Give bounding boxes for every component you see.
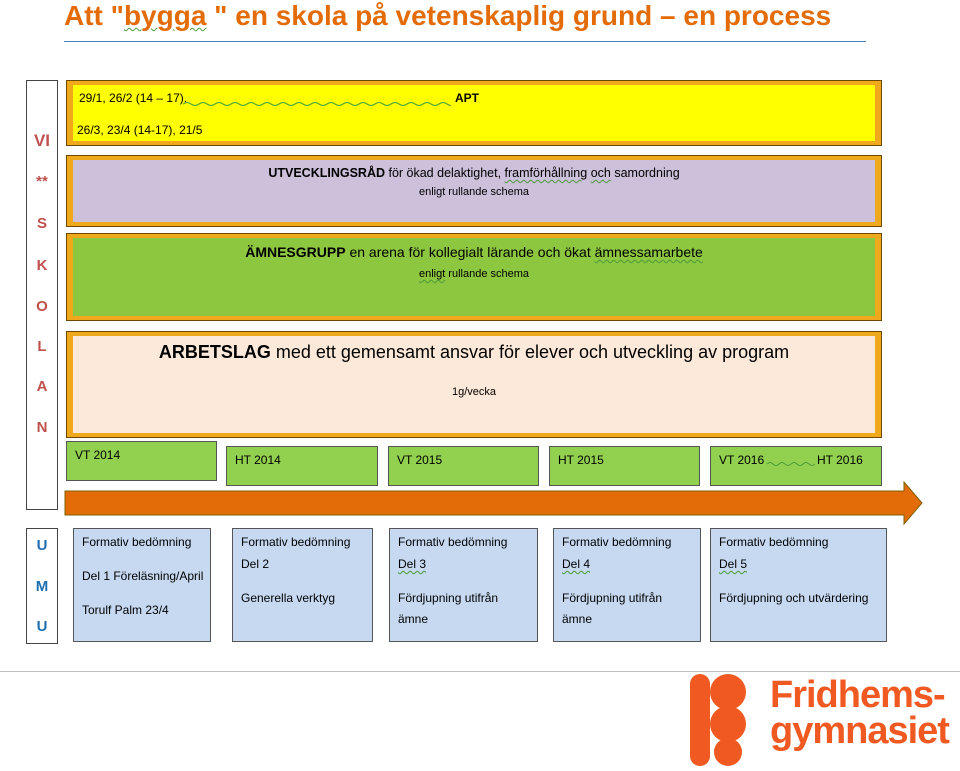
umu-letter: U [36, 618, 48, 635]
utvecklingsrad-band [66, 155, 882, 227]
umu-box-line4: ämne [562, 612, 593, 626]
logo-text-line1: Fridhems- [770, 674, 945, 716]
fridhems-logo-mark [688, 672, 758, 768]
skolan-column [26, 80, 58, 510]
skolan-letter: L [37, 338, 47, 355]
apt-dates-row2: 26/3, 23/4 (14-17), 21/5 [77, 123, 203, 137]
apt-dates-row1: 29/1, 26/2 (14 – 17), [79, 91, 188, 105]
term-box [549, 446, 700, 486]
umu-box-line2: Del 3 [398, 557, 427, 571]
umu-box-line1: Formativ bedömning [241, 535, 351, 549]
umu-column [26, 528, 58, 644]
title-prefix: Att " [64, 0, 124, 31]
term-label: VT 2014 [75, 448, 121, 462]
umu-box [73, 528, 211, 642]
umu-box-line1: Formativ bedömning [398, 535, 508, 549]
term-box [66, 441, 217, 481]
utvecklingsrad-subtitle: enligt rullande schema [418, 186, 530, 198]
amnesgrupp-title: ÄMNESGRUPP en arena för kollegialt lärande och ökat ämnessamarbete [245, 244, 703, 260]
arbetslag-title: ARBETSLAG med ett gemensamt ansvar för elever och utveckling av program [158, 342, 790, 362]
umu-box-line2: Del 1 Föreläsning/April [82, 569, 204, 583]
umu-box [710, 528, 887, 642]
timeline-arrow [64, 481, 926, 527]
skolan-letter: ** [36, 173, 48, 190]
term-box [710, 446, 882, 486]
apt-band [66, 80, 882, 146]
term-label-2: HT 2016 [817, 453, 863, 467]
term-box [226, 446, 378, 486]
term-label: VT 2016 [719, 453, 765, 467]
term-leader-line [767, 462, 815, 466]
apt-label: APT [455, 91, 479, 105]
title-suffix: " en skola på vetenskaplig grund – en process [206, 0, 832, 31]
umu-box-line1: Formativ bedömning [82, 535, 192, 549]
umu-box-line1: Formativ bedömning [719, 535, 829, 549]
term-label: VT 2015 [397, 453, 443, 467]
term-box [388, 446, 539, 486]
amnesgrupp-subtitle: enligt rullande schema [418, 268, 530, 280]
umu-box [553, 528, 701, 642]
skolan-letter: K [36, 257, 48, 274]
skolan-letter: S [36, 215, 47, 232]
umu-box [232, 528, 373, 642]
arbetslag-subtitle: 1g/vecka [451, 386, 497, 398]
umu-box [389, 528, 538, 642]
umu-box-line3: Generella verktyg [241, 591, 336, 605]
umu-box-line1: Formativ bedömning [562, 535, 672, 549]
skolan-letter: O [36, 298, 48, 315]
umu-box-line4: ämne [398, 612, 429, 626]
title-underline [64, 41, 866, 42]
skolan-letter: VI [33, 131, 51, 150]
umu-letter: M [35, 578, 49, 595]
umu-box-line2: Del 4 [562, 557, 591, 571]
title-word: bygga [123, 0, 207, 31]
term-label: HT 2015 [558, 453, 604, 467]
umu-box-line3: Fördjupning utifrån [398, 591, 499, 605]
umu-box-line3: Fördjupning utifrån [562, 591, 663, 605]
amnesgrupp-band [66, 233, 882, 321]
umu-box-line3: Torulf Palm 23/4 [82, 603, 169, 617]
umu-letter: U [36, 537, 48, 554]
arbetslag-band [66, 331, 882, 438]
utvecklingsrad-title: UTVECKLINGSRÅD för ökad delaktighet, framförhållning och samordning [268, 166, 680, 180]
skolan-letter: A [36, 378, 48, 395]
skolan-letter: N [36, 419, 48, 436]
umu-box-line2: Del 2 [241, 557, 270, 571]
apt-leader-line [183, 102, 453, 106]
term-label: HT 2014 [235, 453, 281, 467]
footer-divider [0, 671, 960, 672]
page-title [64, 0, 831, 32]
umu-box-line2: Del 5 [719, 557, 748, 571]
umu-box-line3: Fördjupning och utvärdering [719, 591, 869, 605]
logo-text-line2: gymnasiet [770, 710, 949, 752]
